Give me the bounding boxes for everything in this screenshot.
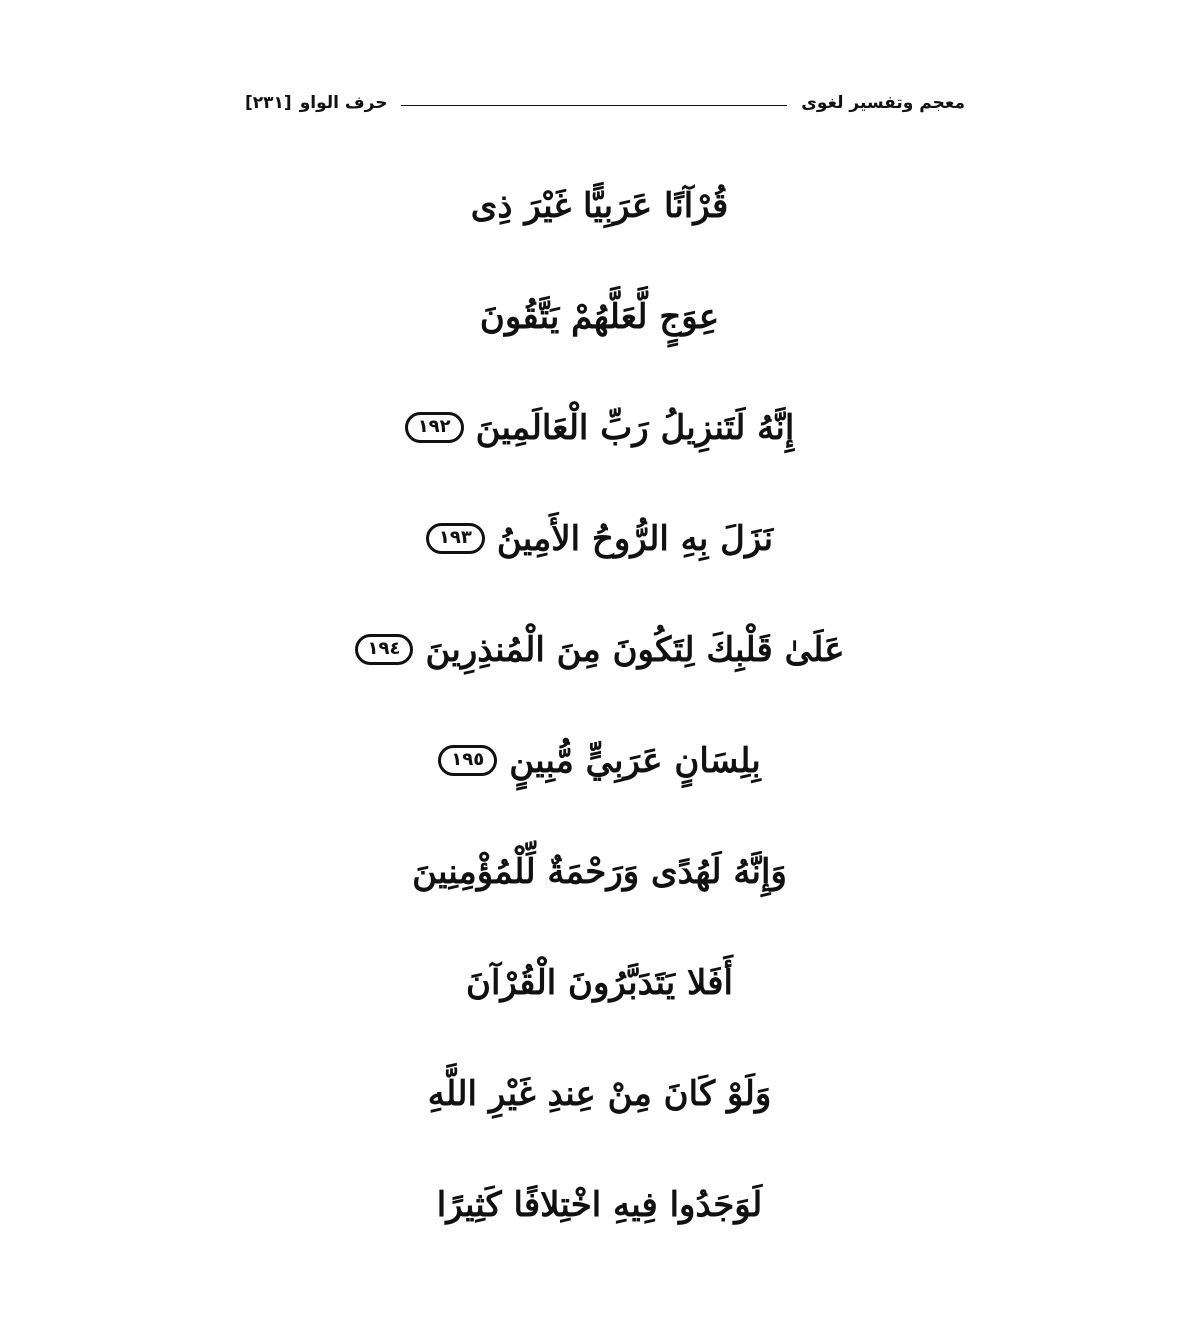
verse-line	[0, 1149, 1199, 1260]
section-title: حرف الواو	[299, 93, 388, 113]
ayah-number-marker: ١٩٣	[426, 523, 485, 555]
verse-text: وَلَوْ كَانَ مِنْ عِندِ غَيْرِ اللَّهِ	[427, 1073, 772, 1114]
running-header	[245, 86, 965, 120]
verse-text: وَإِنَّهُ لَهُدًى وَرَحْمَةٌ لِّلْمُؤْمِنِينَ	[412, 851, 787, 892]
verse-text: عِوَجٍ لَّعَلَّهُمْ يَتَّقُونَ	[479, 296, 720, 337]
verse-text: قُرْآنًا عَرَبِيًّا غَيْرَ ذِى	[470, 185, 729, 226]
verse-text: إِنَّهُ لَتَنزِيلُ رَبِّ الْعَالَمِينَ	[475, 407, 795, 448]
verse-line	[0, 705, 1199, 816]
header-rule	[401, 105, 787, 106]
book-title: معجم وتفسير لغوى	[801, 93, 965, 113]
verse-line	[0, 594, 1199, 705]
verse-line	[0, 372, 1199, 483]
verse-line	[0, 261, 1199, 372]
page-number: [٢٣١]	[245, 93, 292, 113]
ayah-number-marker: ١٩٢	[405, 412, 464, 444]
verse-text: بِلِسَانٍ عَرَبِيٍّ مُّبِينٍ	[509, 740, 761, 781]
verse-line	[0, 816, 1199, 927]
ayah-number-marker: ١٩٥	[438, 745, 497, 777]
verse-text: أَفَلا يَتَدَبَّرُونَ الْقُرْآنَ	[465, 962, 734, 1003]
verse-line	[0, 1038, 1199, 1149]
verse-text: نَزَلَ بِهِ الرُّوحُ الأَمِينُ	[496, 518, 774, 559]
verse-text: لَوَجَدُوا فِيهِ اخْتِلافًا كَثِيرًا	[436, 1184, 763, 1225]
verse-list	[0, 150, 1199, 1260]
verse-line	[0, 150, 1199, 261]
verse-line	[0, 483, 1199, 594]
ayah-number-marker: ١٩٤	[355, 634, 414, 666]
verse-text: عَلَىٰ قَلْبِكَ لِتَكُونَ مِنَ الْمُنذِرِينَ	[425, 629, 845, 670]
verse-line	[0, 927, 1199, 1038]
